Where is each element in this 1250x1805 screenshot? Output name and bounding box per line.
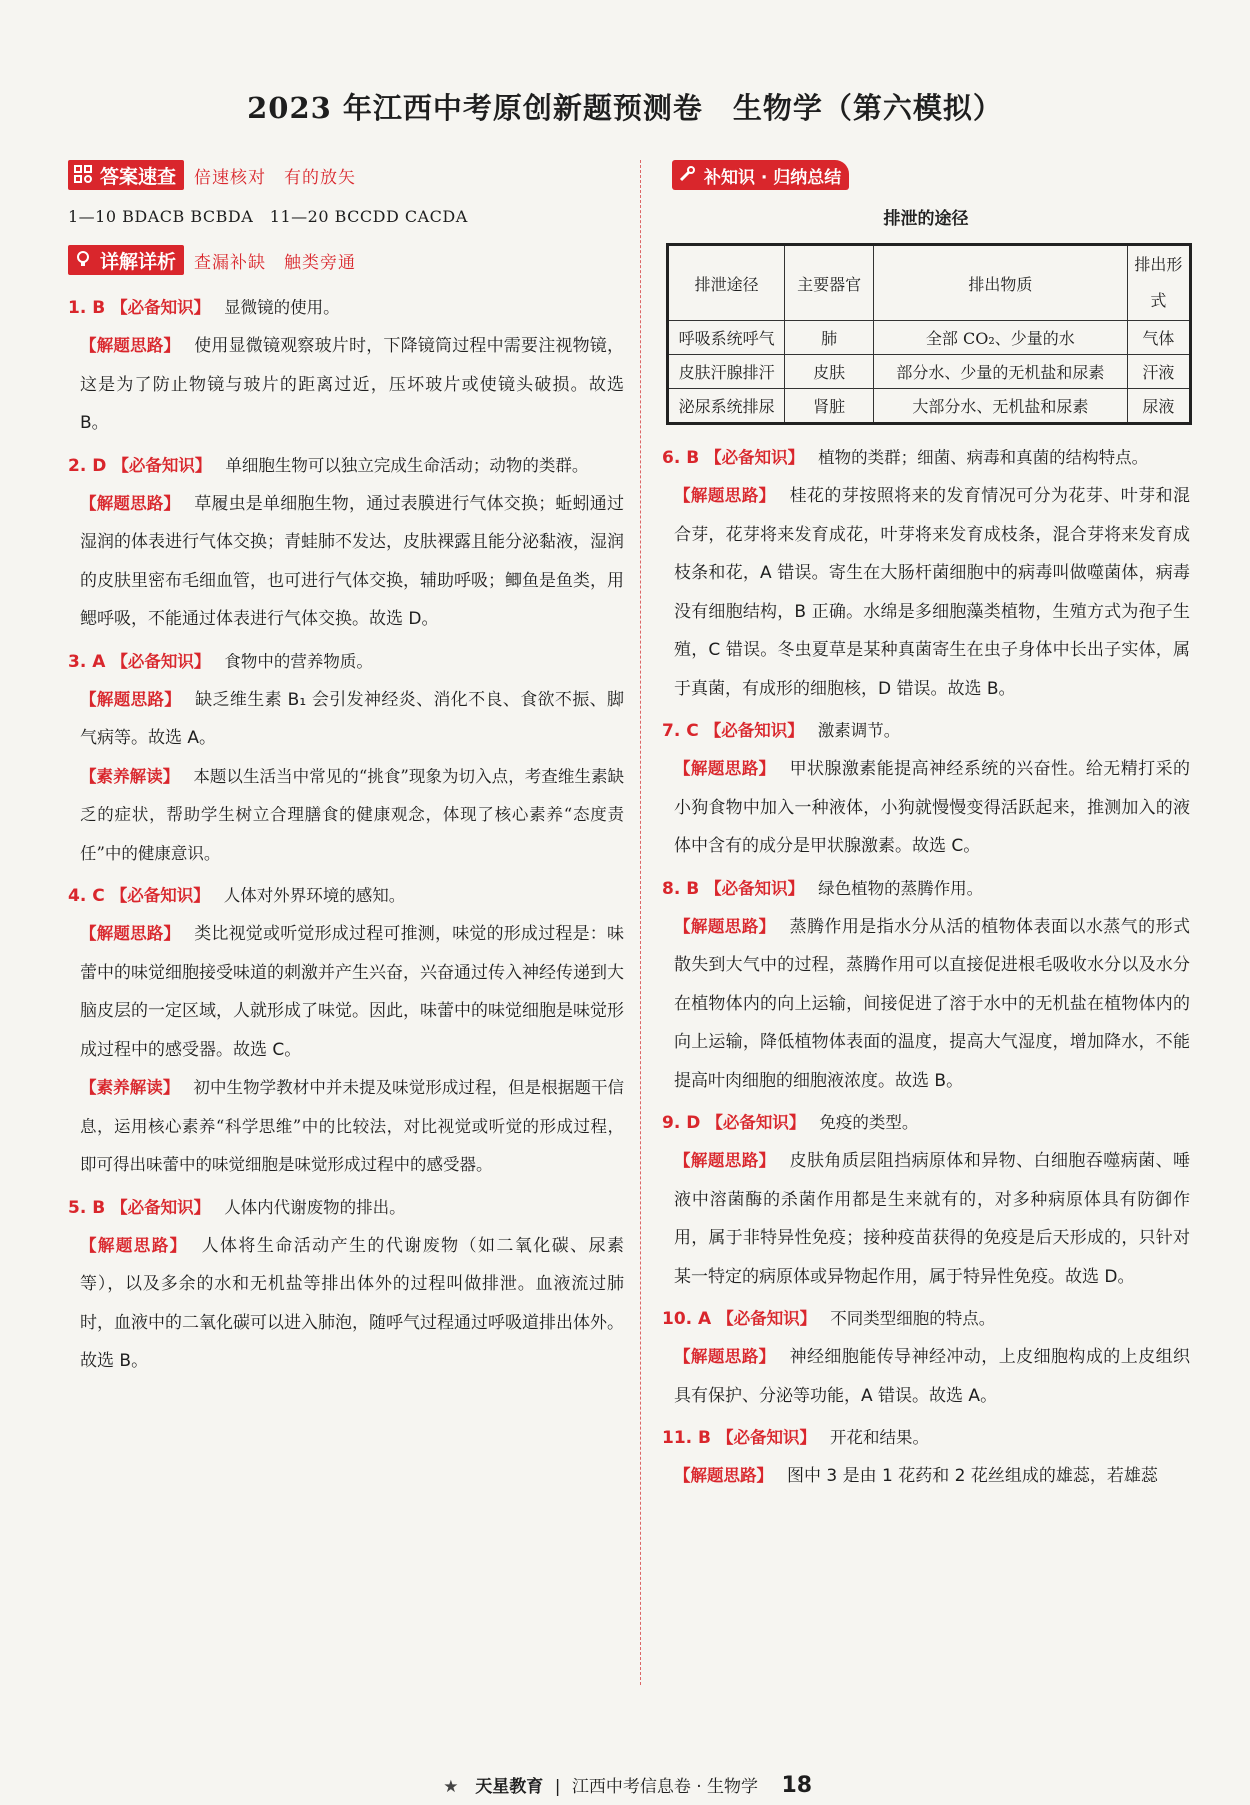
question-header bbox=[68, 289, 624, 327]
knowledge-section-label: 补知识 · 归纳总结 bbox=[704, 167, 842, 188]
explanation-tag: 【素养解读】 bbox=[80, 1078, 180, 1097]
footer-brand: 天星教育 bbox=[475, 1777, 544, 1797]
footer-title: 江西中考信息卷 · 生物学 bbox=[571, 1777, 759, 1797]
explanation-text: 蒸腾作用是指水分从活的植物体表面以水蒸气的形式散失到大气中的过程，蒸腾作用可以直接促进根毛吸收水分以及水分在植物体内的向上运输，间接促进了溶于水中的无机盐在植物体内的向上运输，降低植物体表面的温度，提高大气湿度，增加降水，不能提高叶肉细胞的细胞液浓度。故选 B。 bbox=[674, 916, 1191, 1091]
table-cell: 部分水、少量的无机盐和尿素 bbox=[873, 355, 1127, 389]
page-footer bbox=[0, 1772, 1250, 1798]
explanation-text: 草履虫是单细胞生物，通过表膜进行气体交换；蚯蚓通过湿润的体表进行气体交换；青蛙肺不发达，皮肤裸露且能分泌黏液，湿润的皮肤里密布毛细血管，也可进行气体交换，辅助呼吸；鲫鱼是鱼类，用鳃呼吸，不能通过体表进行气体交换。故选 D。 bbox=[80, 493, 625, 629]
explanation-text: 使用显微镜观察玻片时，下降镜筒过程中需要注视物镜，这是为了防止物镜与玻片的距离过近，压坏玻片或使镜头破损。故选 B。 bbox=[80, 336, 625, 433]
column-divider bbox=[640, 160, 641, 1685]
question-block bbox=[662, 712, 1190, 866]
explanation-paragraph bbox=[662, 1338, 1190, 1415]
knowledge-tag: 【必备知识】 bbox=[112, 455, 212, 475]
explanation-paragraph bbox=[662, 477, 1190, 708]
explanation-paragraph bbox=[68, 681, 624, 758]
explanation-tag: 【解题思路】 bbox=[80, 493, 181, 513]
table-row bbox=[668, 321, 1191, 355]
question-answer: 5. B bbox=[68, 1197, 106, 1218]
question-block bbox=[68, 447, 624, 639]
detail-section-label: 详解详析 bbox=[100, 250, 177, 273]
explanation-paragraph bbox=[68, 1069, 624, 1185]
question-block bbox=[68, 289, 624, 443]
question-answer: 10. A bbox=[662, 1309, 712, 1329]
knowledge-topic: 绿色植物的蒸腾作用。 bbox=[818, 878, 984, 898]
question-header bbox=[68, 643, 624, 681]
knowledge-topic: 显微镜的使用。 bbox=[224, 298, 340, 317]
page-title: 2023 年江西中考原创新题预测卷 生物学（第六模拟） bbox=[247, 91, 1003, 125]
explanation-paragraph bbox=[662, 750, 1190, 866]
explanation-tag: 【解题思路】 bbox=[674, 1151, 776, 1170]
question-header bbox=[68, 1189, 624, 1227]
explanation-text: 缺乏维生素 B₁ 会引发神经炎、消化不良、食欲不振、脚气病等。故选 A。 bbox=[80, 689, 624, 748]
explanation-tag: 【解题思路】 bbox=[674, 916, 776, 936]
explanation-paragraph bbox=[68, 327, 624, 443]
explanation-tag: 【解题思路】 bbox=[80, 689, 182, 709]
wrench-icon bbox=[676, 164, 698, 186]
explanation-paragraph bbox=[662, 1142, 1190, 1296]
question-header bbox=[662, 712, 1190, 750]
table-cell: 肺 bbox=[785, 321, 874, 355]
explanation-text: 本题以生活当中常见的“挑食”现象为切入点，考查维生素缺乏的症状，帮助学生树立合理膳食的健康观念，体现了核心素养“态度责任”中的健康意识。 bbox=[80, 766, 625, 863]
explanation-text: 甲状腺激素能提高神经系统的兴奋性。给无精打采的小狗食物中加入一种液体，小狗就慢慢变得活跃起来，推测加入的液体中含有的成分是甲状腺激素。故选 C。 bbox=[674, 759, 1191, 856]
table-cell: 气体 bbox=[1127, 321, 1190, 355]
question-header bbox=[662, 1104, 1190, 1142]
grid-icon bbox=[72, 164, 94, 186]
explanation-tag: 【解题思路】 bbox=[80, 1235, 188, 1255]
answer-section-subtitle: 倍速核对 有的放矢 bbox=[194, 167, 357, 188]
knowledge-tag: 【必备知识】 bbox=[704, 721, 804, 740]
right-column bbox=[662, 160, 1190, 1500]
question-answer: 8. B bbox=[662, 878, 700, 899]
question-answer: 2. D bbox=[68, 455, 107, 476]
table-header-cell: 排出物质 bbox=[873, 245, 1127, 321]
knowledge-tag: 【必备知识】 bbox=[111, 1197, 211, 1217]
question-answer: 3. A bbox=[68, 651, 106, 672]
detail-section-subtitle: 查漏补缺 触类旁通 bbox=[194, 252, 357, 273]
knowledge-tag: 【必备知识】 bbox=[717, 1309, 817, 1328]
explanation-tag: 【解题思路】 bbox=[80, 336, 181, 355]
knowledge-tag: 【必备知识】 bbox=[110, 886, 210, 905]
question-answer: 9. D bbox=[662, 1113, 701, 1133]
explanation-tag: 【解题思路】 bbox=[80, 924, 181, 943]
table-header-row bbox=[668, 245, 1191, 321]
table-cell: 呼吸系统呼气 bbox=[668, 321, 785, 355]
knowledge-topic: 人体对外界环境的感知。 bbox=[223, 886, 406, 905]
explanation-text: 人体将生命活动产生的代谢废物（如二氧化碳、尿素等），以及多余的水和无机盐等排出体外的过程叫做排泄。血液流过肺时，血液中的二氧化碳可以进入肺泡，随呼气过程通过呼吸道排出体外。故选 B。 bbox=[80, 1235, 625, 1371]
table-cell: 大部分水、无机盐和尿素 bbox=[873, 389, 1127, 424]
table-row bbox=[668, 389, 1191, 424]
question-block bbox=[662, 1104, 1190, 1296]
explanation-paragraph bbox=[68, 758, 624, 874]
right-question-list bbox=[662, 439, 1190, 1496]
question-header bbox=[68, 877, 624, 915]
knowledge-tag: 【必备知识】 bbox=[111, 298, 211, 317]
explanation-paragraph bbox=[68, 485, 624, 639]
explanation-text: 神经细胞能传导神经冲动，上皮细胞构成的上皮组织具有保护、分泌等功能，A 错误。故选 A。 bbox=[674, 1347, 1191, 1406]
answer-section-badge bbox=[68, 160, 184, 190]
answer-section-header bbox=[68, 160, 624, 190]
table-cell: 全部 CO₂、少量的水 bbox=[873, 321, 1127, 355]
question-header bbox=[662, 1300, 1190, 1338]
knowledge-tag: 【必备知识】 bbox=[717, 1428, 816, 1447]
star-logo-icon: ★ bbox=[443, 1777, 459, 1797]
question-block bbox=[68, 1189, 624, 1381]
knowledge-topic: 人体内代谢废物的排出。 bbox=[224, 1197, 406, 1217]
explanation-tag: 【解题思路】 bbox=[674, 1347, 776, 1366]
knowledge-topic: 开花和结果。 bbox=[830, 1428, 929, 1447]
question-answer: 7. C bbox=[662, 721, 699, 741]
excretion-table bbox=[666, 243, 1192, 425]
question-answer: 4. C bbox=[68, 886, 105, 906]
explanation-tag: 【素养解读】 bbox=[80, 766, 180, 786]
table-header-cell: 排出形式 bbox=[1127, 245, 1190, 321]
explanation-text: 桂花的芽按照将来的发育情况可分为花芽、叶芽和混合芽，花芽将来发育成花，叶芽将来发育成枝条，混合芽将来发育成枝条和花，A 错误。寄生在大肠杆菌细胞中的病毒叫做噬菌体，病毒没有细胞结构，B 正确。水绵是多细胞藻类植物，生殖方式为孢子生殖，C 错误。冬虫夏草是某种真菌寄生在虫子身体中长出子实体，属于真菌，有成形的细胞核，D 错误。故选 B。 bbox=[674, 486, 1191, 699]
detail-section-badge bbox=[68, 245, 184, 275]
explanation-text: 类比视觉或听觉形成过程可推测，味觉的形成过程是：味蕾中的味觉细胞接受味道的刺激并产生兴奋，兴奋通过传入神经传递到大脑皮层的一定区域，人就形成了味觉。因此，味蕾中的味觉细胞是味觉形成过程中的感受器。故选 C。 bbox=[80, 924, 625, 1060]
left-column bbox=[68, 160, 624, 1385]
knowledge-topic: 植物的类群；细菌、病毒和真菌的结构特点。 bbox=[818, 448, 1149, 467]
question-answer: 6. B bbox=[662, 448, 700, 468]
detail-section-header bbox=[68, 245, 624, 275]
explanation-paragraph bbox=[68, 915, 624, 1069]
question-header bbox=[662, 439, 1190, 477]
table-row bbox=[668, 355, 1191, 389]
table-header-cell: 排泄途径 bbox=[668, 245, 785, 321]
question-block bbox=[662, 439, 1190, 708]
question-header bbox=[662, 1419, 1190, 1457]
table-cell: 皮肤 bbox=[785, 355, 874, 389]
table-cell: 尿液 bbox=[1127, 389, 1190, 424]
knowledge-topic: 食物中的营养物质。 bbox=[224, 651, 373, 671]
knowledge-topic: 免疫的类型。 bbox=[819, 1113, 919, 1132]
question-answer: 1. B bbox=[68, 298, 106, 318]
question-block bbox=[662, 1419, 1190, 1496]
explanation-text: 皮肤角质层阻挡病原体和异物、白细胞吞噬病菌、唾液中溶菌酶的杀菌作用都是生来就有的，对多种病原体具有防御作用，属于非特异性免疫；接种疫苗获得的免疫是后天形成的，只针对某一特定的病原体或异物起作用，属于特异性免疫。故选 D。 bbox=[674, 1151, 1191, 1287]
question-header bbox=[662, 870, 1190, 908]
knowledge-section-badge bbox=[672, 160, 849, 190]
table-cell: 皮肤汗腺排汗 bbox=[668, 355, 785, 389]
answer-key: 1—10 BDACB BCBDA 11—20 BCCDD CACDA bbox=[68, 207, 468, 226]
knowledge-section-header bbox=[672, 160, 1190, 190]
explanation-paragraph bbox=[662, 1457, 1190, 1496]
knowledge-topic: 不同类型细胞的特点。 bbox=[830, 1309, 996, 1328]
lightbulb-icon bbox=[72, 249, 94, 271]
question-block bbox=[662, 870, 1190, 1101]
footer-separator: | bbox=[554, 1777, 561, 1797]
table-title: 排泄的途径 bbox=[883, 209, 969, 229]
explanation-text: 初中生物学教材中并未提及味觉形成过程，但是根据题干信息，运用核心素养“科学思维”中的比较法，对比视觉或听觉的形成过程，即可得出味蕾中的味觉细胞是味觉形成过程中的感受器。 bbox=[80, 1078, 625, 1174]
question-header bbox=[68, 447, 624, 485]
knowledge-tag: 【必备知识】 bbox=[706, 1113, 806, 1132]
table-cell: 汗液 bbox=[1127, 355, 1190, 389]
page-number: 18 bbox=[781, 1773, 813, 1798]
knowledge-tag: 【必备知识】 bbox=[705, 448, 805, 467]
left-question-list bbox=[68, 289, 624, 1381]
explanation-paragraph bbox=[662, 908, 1190, 1101]
question-block bbox=[662, 1300, 1190, 1415]
table-cell: 泌尿系统排尿 bbox=[668, 389, 785, 424]
knowledge-topic: 激素调节。 bbox=[817, 721, 901, 740]
answer-section-label: 答案速查 bbox=[100, 165, 177, 188]
question-block bbox=[68, 643, 624, 874]
explanation-paragraph bbox=[68, 1227, 624, 1381]
knowledge-tag: 【必备知识】 bbox=[705, 878, 805, 898]
explanation-text: 图中 3 是由 1 花药和 2 花丝组成的雄蕊，若雄蕊 bbox=[787, 1466, 1158, 1486]
explanation-tag: 【解题思路】 bbox=[674, 1466, 773, 1485]
knowledge-tag: 【必备知识】 bbox=[111, 651, 211, 671]
knowledge-topic: 单细胞生物可以独立完成生命活动；动物的类群。 bbox=[225, 455, 589, 475]
explanation-tag: 【解题思路】 bbox=[674, 759, 776, 778]
table-cell: 肾脏 bbox=[785, 389, 874, 424]
question-block bbox=[68, 877, 624, 1185]
table-header-cell: 主要器官 bbox=[785, 245, 874, 321]
question-answer: 11. B bbox=[662, 1428, 711, 1448]
explanation-tag: 【解题思路】 bbox=[674, 486, 776, 505]
